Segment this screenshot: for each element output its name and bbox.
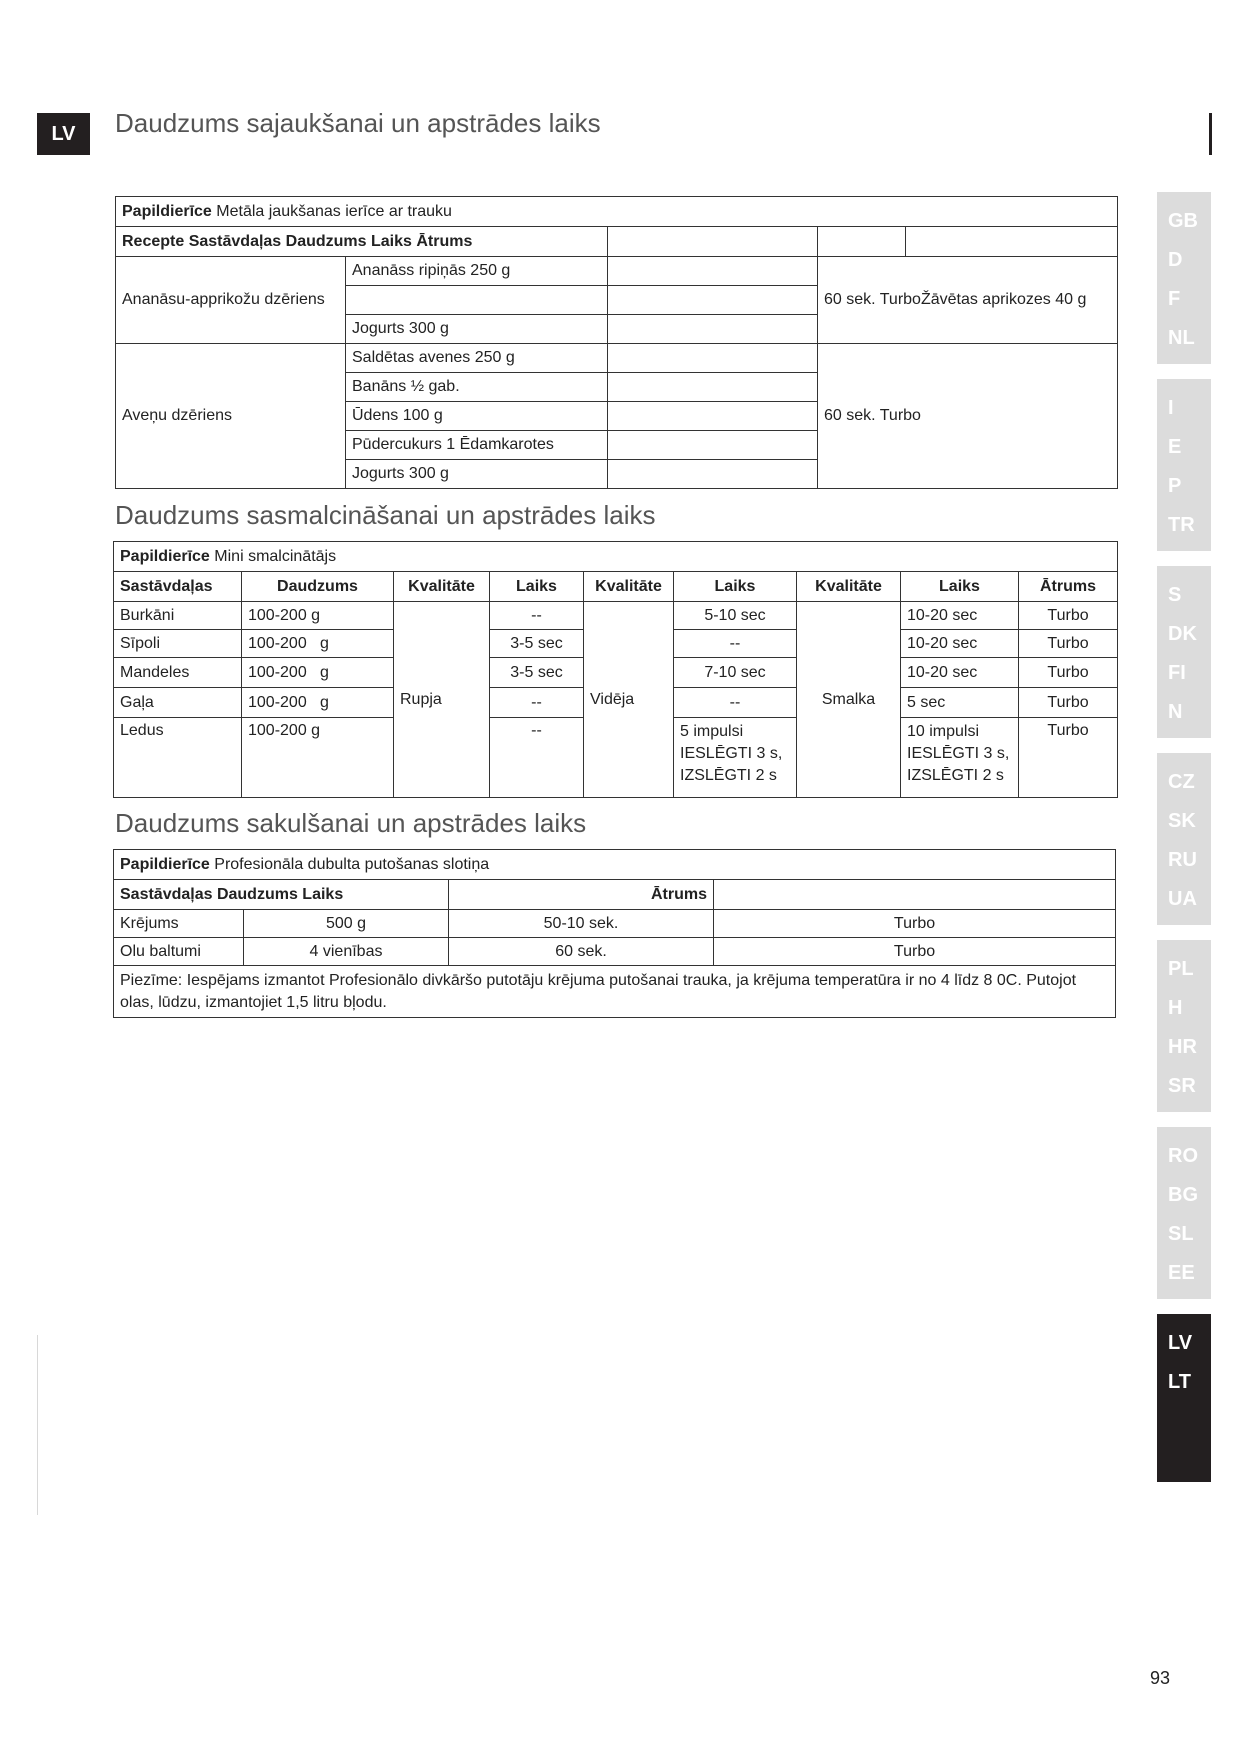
speed-cell: Turbo (1019, 602, 1118, 630)
time-cell: -- (674, 630, 797, 658)
accessory-row (116, 197, 1118, 227)
amount-cell: 100-200 g (242, 688, 394, 718)
empty-cell (608, 286, 818, 315)
language-sidebar (1157, 192, 1211, 1482)
speed-cell: Turbo (1019, 718, 1118, 798)
language-tab-bg[interactable]: BG (1168, 1184, 1198, 1206)
language-tab-sk[interactable]: SK (1168, 810, 1196, 832)
header-cell-empty (906, 227, 1118, 257)
section2-heading: Daudzums sasmalcināšanai un apstrādes laiks (115, 500, 656, 530)
empty-cell (608, 373, 818, 402)
amount-cell: 100-200 g (242, 718, 394, 798)
language-group (1157, 753, 1211, 925)
time-cell: 7-10 sec (674, 658, 797, 688)
ingredient-cell: Sīpoli (114, 630, 242, 658)
language-tab-p[interactable]: P (1168, 475, 1182, 497)
language-group (1157, 192, 1211, 364)
amount-cell: 100-200 g (242, 658, 394, 688)
time-cell: 10-20 sec (901, 602, 1019, 630)
ingredient-cell: Burkāni (114, 602, 242, 630)
language-tab-tr[interactable]: TR (1168, 514, 1195, 536)
speed-cell: Turbo (1019, 688, 1118, 718)
ingredient-cell: Pūdercukurs 1 Ēdamkarotes (346, 431, 608, 460)
amount-cell: 4 vienības (244, 938, 449, 966)
time-speed-cell: 60 sek. Turbo (818, 344, 1118, 489)
amount-cell: 100-200 g (242, 630, 394, 658)
empty-cell (608, 315, 818, 344)
column-header: Laiks (901, 572, 1019, 602)
language-tab-i[interactable]: I (1168, 397, 1174, 419)
chopping-table (113, 541, 1118, 798)
time-cell: -- (674, 688, 797, 718)
speed-cell: Turbo (1019, 658, 1118, 688)
whisking-table (113, 849, 1116, 1018)
ingredient-cell: Ūdens 100 g (346, 402, 608, 431)
speed-cell: Turbo (1019, 630, 1118, 658)
language-tab-gb[interactable]: GB (1168, 210, 1198, 232)
speed-cell: Turbo (714, 938, 1116, 966)
mixing-table (115, 196, 1118, 489)
column-header: Laiks (674, 572, 797, 602)
speed-cell: Turbo (714, 910, 1116, 938)
language-tab-pl[interactable]: PL (1168, 958, 1194, 980)
table-row (114, 938, 1116, 966)
header-rule (1209, 113, 1212, 155)
ingredient-cell: Olu baltumi (114, 938, 244, 966)
amount-cell: 100-200 g (242, 602, 394, 630)
ingredient-cell: Ledus (114, 718, 242, 798)
time-speed-cell: 60 sek. TurboŽāvētas aprikozes 40 g (818, 257, 1118, 344)
amount-cell: 500 g (244, 910, 449, 938)
margin-rule (37, 1335, 38, 1515)
language-tab-fi[interactable]: FI (1168, 662, 1186, 684)
column-header: Ātrums (1019, 572, 1118, 602)
section1-heading: Daudzums sajaukšanai un apstrādes laiks (115, 108, 601, 138)
time-cell: -- (490, 602, 584, 630)
language-tab-h[interactable]: H (1168, 997, 1183, 1019)
time-cell: 10-20 sec (901, 658, 1019, 688)
time-cell: 5-10 sec (674, 602, 797, 630)
accessory-label: Papildierīce (120, 855, 210, 873)
column-header: Kvalitāte (797, 572, 901, 602)
column-header: Kvalitāte (584, 572, 674, 602)
accessory-row (114, 850, 1116, 880)
language-tab-f[interactable]: F (1168, 288, 1181, 310)
time-cell: -- (490, 688, 584, 718)
language-tab-dk[interactable]: DK (1168, 623, 1197, 645)
accessory-name: Profesionāla dubulta putošanas slotiņa (214, 855, 490, 873)
ingredient-cell: Banāns ½ gab. (346, 373, 608, 402)
ingredient-cell: Krējums (114, 910, 244, 938)
language-tab-s[interactable]: S (1168, 584, 1182, 606)
accessory-label: Papildierīce (120, 547, 210, 565)
time-cell: -- (490, 718, 584, 798)
ingredient-cell: Jogurts 300 g (346, 460, 608, 489)
empty-cell (608, 344, 818, 373)
language-tab-ee[interactable]: EE (1168, 1262, 1195, 1284)
ingredient-cell (346, 286, 608, 315)
table-row (114, 910, 1116, 938)
column-header: Kvalitāte (394, 572, 490, 602)
column-header: Sastāvdaļas (114, 572, 242, 602)
table-header: Recepte Sastāvdaļas Daudzums Laiks Ātrums (116, 227, 608, 257)
time-cell: 50-10 sek. (449, 910, 714, 938)
empty-cell (608, 460, 818, 489)
time-cell: 60 sek. (449, 938, 714, 966)
empty-cell (608, 431, 818, 460)
time-cell: 5 impulsi IESLĒGTI 3 s, IZSLĒGTI 2 s (674, 718, 797, 798)
language-tab-ua[interactable]: UA (1168, 888, 1197, 910)
recipe-name: Aveņu dzēriens (116, 344, 346, 489)
ingredient-cell: Saldētas avenes 250 g (346, 344, 608, 373)
note-cell: Piezīme: Iespējams izmantot Profesionālo divkāršo putotāju krējuma putošanai trauka, ja krējuma temperatūra ir no 4 līdz 8 0C. Putojot olas, lūdzu, izmantojiet 1,5 litru bļodu. (114, 966, 1116, 1018)
column-header: Laiks (490, 572, 584, 602)
time-cell: 3-5 sec (490, 658, 584, 688)
quality-fine-cell: Smalka (797, 602, 901, 798)
empty-cell (608, 257, 818, 286)
language-tab-lt[interactable]: LT (1168, 1371, 1191, 1393)
section3-heading: Daudzums sakulšanai un apstrādes laiks (115, 808, 587, 838)
language-group (1157, 566, 1211, 738)
accessory-label: Papildierīce (122, 202, 212, 220)
language-tab-sl[interactable]: SL (1168, 1223, 1194, 1245)
language-badge: LV (37, 113, 90, 155)
ingredient-cell: Ananāss ripiņās 250 g (346, 257, 608, 286)
language-group-active (1157, 1314, 1211, 1482)
accessory-name: Mini smalcinātājs (214, 547, 337, 565)
recipe-name: Ananāsu-apprikožu dzēriens (116, 257, 346, 344)
time-cell: 10 impulsi IESLĒGTI 3 s, IZSLĒGTI 2 s (901, 718, 1019, 798)
time-cell: 5 sec (901, 688, 1019, 718)
header-cell-empty (608, 227, 818, 257)
empty-cell (608, 402, 818, 431)
language-tab-cz[interactable]: CZ (1168, 771, 1195, 793)
language-tab-ru[interactable]: RU (1168, 849, 1197, 871)
time-cell: 10-20 sec (901, 630, 1019, 658)
column-header (714, 880, 1116, 910)
quality-coarse-cell: Rupja (394, 602, 490, 798)
quality-medium-cell: Vidēja (584, 602, 674, 798)
language-tab-hr[interactable]: HR (1168, 1036, 1197, 1058)
time-cell: 3-5 sec (490, 630, 584, 658)
header-cell-empty (818, 227, 906, 257)
language-tab-nl[interactable]: NL (1168, 327, 1195, 349)
accessory-name: Metāla jaukšanas ierīce ar trauku (216, 202, 452, 220)
page-number: 93 (1150, 1668, 1171, 1688)
ingredient-cell: Gaļa (114, 688, 242, 718)
language-group (1157, 940, 1211, 1112)
column-header: Ātrums (449, 880, 714, 910)
language-tab-d[interactable]: D (1168, 249, 1183, 271)
language-tab-ro[interactable]: RO (1168, 1145, 1198, 1167)
language-group (1157, 1127, 1211, 1299)
ingredient-cell: Jogurts 300 g (346, 315, 608, 344)
table-row (114, 602, 1118, 630)
column-header: Sastāvdaļas Daudzums Laiks (114, 880, 449, 910)
language-tab-sr[interactable]: SR (1168, 1075, 1196, 1097)
language-tab-e[interactable]: E (1168, 436, 1182, 458)
ingredient-cell: Mandeles (114, 658, 242, 688)
language-tab-n[interactable]: N (1168, 701, 1183, 723)
accessory-row (114, 542, 1118, 572)
language-group (1157, 379, 1211, 551)
column-header: Daudzums (242, 572, 394, 602)
language-tab-lv[interactable]: LV (1168, 1332, 1193, 1354)
